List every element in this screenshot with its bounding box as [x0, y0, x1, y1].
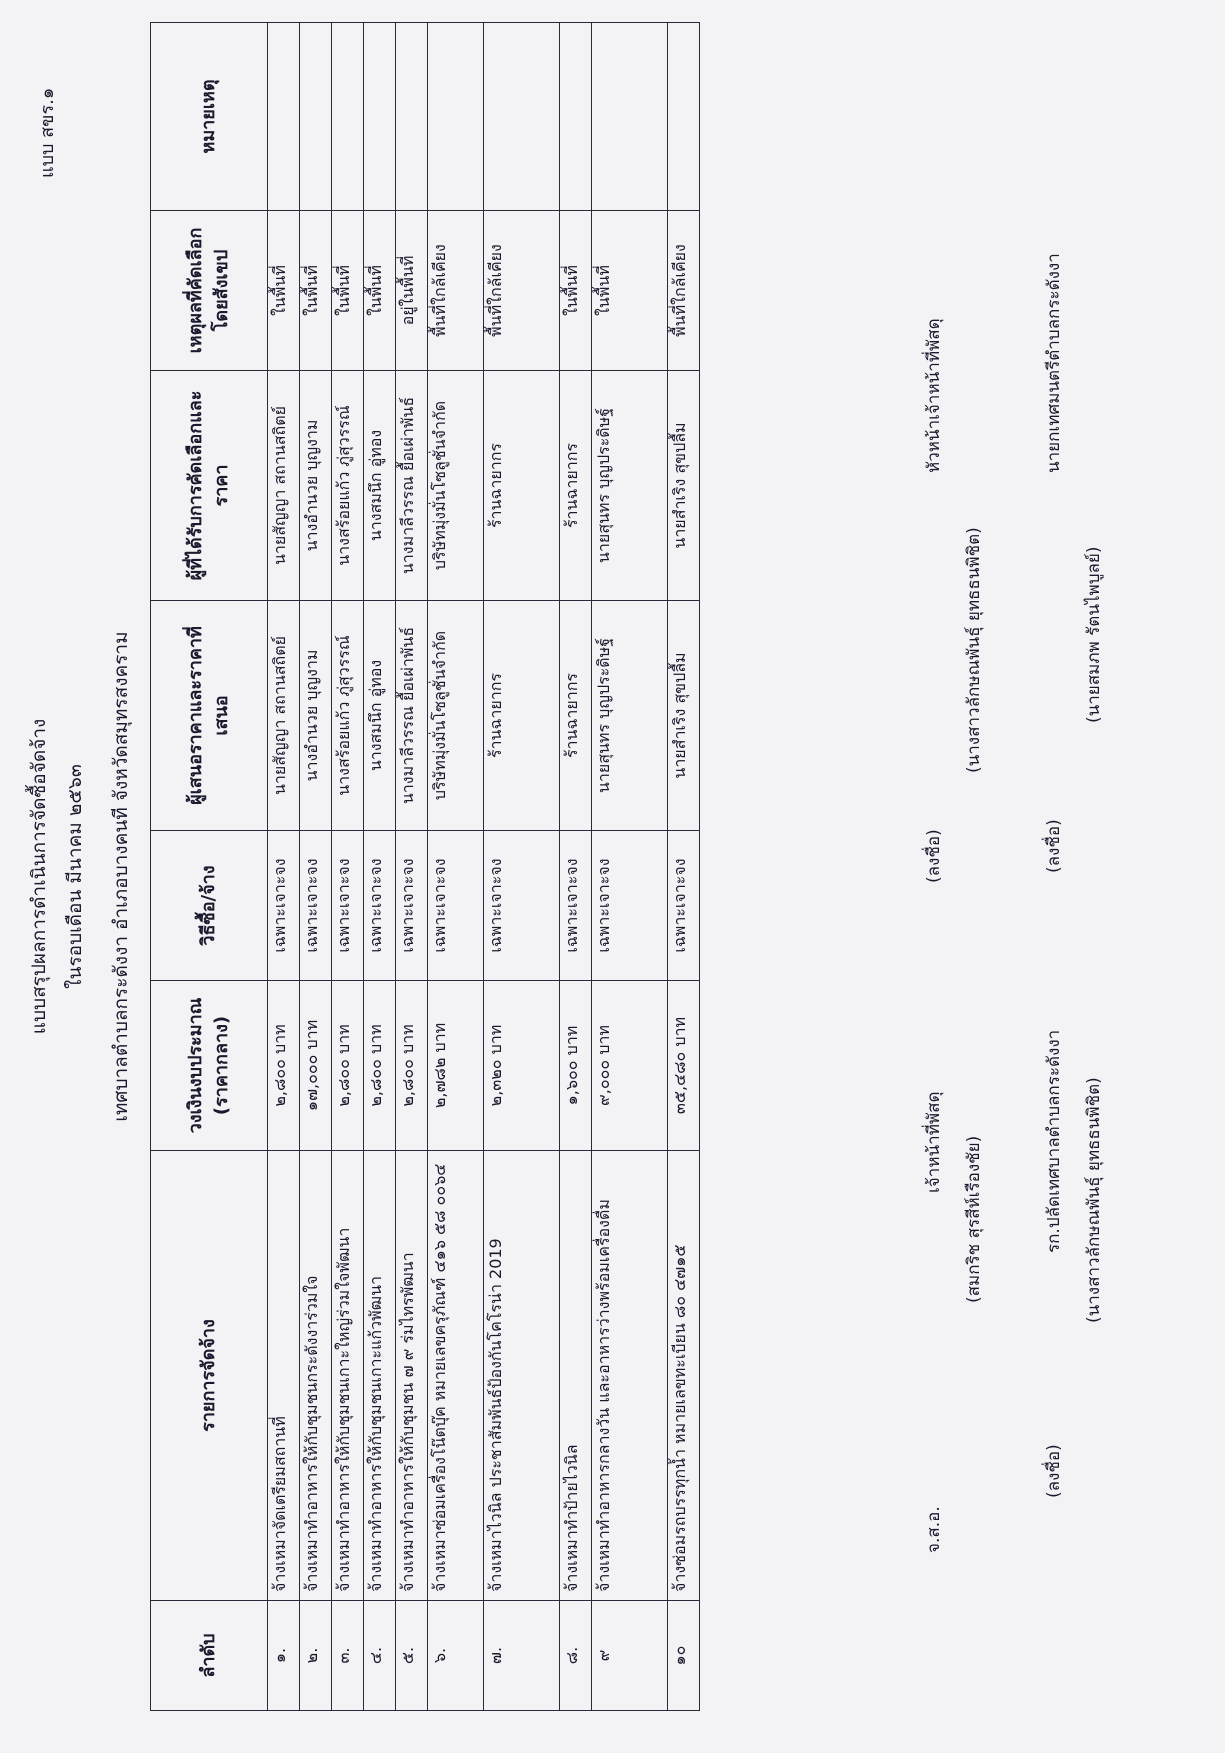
cell-winner: นางอำนวย บุญงาม	[300, 371, 332, 601]
table-row	[300, 23, 332, 1711]
report-title: แบบสรุปผลการดำเนินการจัดซื้อจัดจ้าง	[28, 718, 50, 1035]
cell-budget: ๒,๘๐๐ บาท	[396, 981, 428, 1151]
cell-no: ๒.	[300, 1601, 332, 1711]
cell-no: ๔.	[364, 1601, 396, 1711]
cell-budget: ๒,๘๐๐ บาท	[268, 981, 300, 1151]
cell-bidder: นางมาลีวรรณ ยื้อเผ่าพันธ์	[396, 601, 428, 831]
header-bidder: ผู้เสนอราคาและราคาที่เสนอ	[151, 601, 268, 831]
cell-winner: นายสัญญา สถานสถิตย์	[268, 371, 300, 601]
cell-no: ๗.	[484, 1601, 560, 1711]
header-item: รายการจัดจ้าง	[151, 1151, 268, 1601]
header-note: หมายเหตุ	[151, 23, 268, 211]
table-row	[484, 23, 560, 1711]
cell-no: ๑๐	[668, 1601, 700, 1711]
cell-note	[668, 23, 700, 211]
cell-budget: ๓๕,๔๘๐ บาท	[668, 981, 700, 1151]
cell-method: เฉพาะเจาะจง	[560, 831, 592, 981]
table-row	[332, 23, 364, 1711]
cell-no: ๖.	[428, 1601, 484, 1711]
sig4-role: นายกเทศมนตรีตำบลกระดังงา	[1044, 253, 1064, 473]
cell-reason: ในพื้นที่	[592, 211, 668, 371]
cell-item: จ้างเหมาไวนิล ประชาสัมพันธ์ป้องกันโคโรน่า 2019	[484, 1151, 560, 1601]
header-reason: เหตุผลที่คัดเลือกโดยสังเขป	[151, 211, 268, 371]
table-row	[668, 23, 700, 1711]
cell-note	[364, 23, 396, 211]
cell-reason: ในพื้นที่	[560, 211, 592, 371]
header-method: วิธีซื้อ/จ้าง	[151, 831, 268, 981]
cell-no: ๙	[592, 1601, 668, 1711]
sig1-role: เจ้าหน้าที่พัสดุ	[924, 1091, 944, 1193]
cell-note	[428, 23, 484, 211]
sig4-sign: (ลงชื่อ)	[1044, 819, 1064, 873]
cell-bidder: นางสร้อยแก้ว ภู่สุวรรณ์	[332, 601, 364, 831]
table-row	[268, 23, 300, 1711]
sig3-role: รก.ปลัดเทศบาลตำบลกระดังงา	[1044, 1029, 1064, 1253]
cell-note	[484, 23, 560, 211]
report-organization: เทศบาลตำบลกระดังงา อำเภอบางคนที จังหวัดสมุทรสงคราม	[110, 631, 132, 1122]
cell-method: เฉพาะเจาะจง	[300, 831, 332, 981]
sig2-role: หัวหน้าเจ้าหน้าที่พัสดุ	[924, 318, 944, 473]
cell-winner: บริษัทมุ่งมั่นโซลูชั่นจำกัด	[428, 371, 484, 601]
cell-method: เฉพาะเจาะจง	[332, 831, 364, 981]
cell-note	[592, 23, 668, 211]
cell-no: ๓.	[332, 1601, 364, 1711]
header-no: ลำดับ	[151, 1601, 268, 1711]
cell-budget: ๙,๐๐๐ บาท	[592, 981, 668, 1151]
cell-budget: ๑,๖๐๐ บาท	[560, 981, 592, 1151]
table-row	[592, 23, 668, 1711]
cell-bidder: ร้านฉายากร	[560, 601, 592, 831]
cell-bidder: นายสัญญา สถานสถิตย์	[268, 601, 300, 831]
cell-method: เฉพาะเจาะจง	[428, 831, 484, 981]
sig4-name: (นายสมภพ รัตนไพบูลย์)	[1084, 546, 1104, 723]
cell-reason: อยู่ในพื้นที่	[396, 211, 428, 371]
table-row	[560, 23, 592, 1711]
cell-method: เฉพาะเจาะจง	[396, 831, 428, 981]
cell-note	[300, 23, 332, 211]
cell-method: เฉพาะเจาะจง	[668, 831, 700, 981]
cell-budget: ๑๗,๐๐๐ บาท	[300, 981, 332, 1151]
cell-method: เฉพาะเจาะจง	[592, 831, 668, 981]
cell-reason: ในพื้นที่	[332, 211, 364, 371]
cell-bidder: นายสุนทร บุญประดิษฐ์	[592, 601, 668, 831]
form-code: แบบ สขร.๑	[37, 87, 58, 178]
cell-item: จ้างเหมาทำอาหารให้กับชุมชน ๗ ๙ ร่มไทรพัฒนา	[396, 1151, 428, 1601]
cell-reason: พื้นที่ใกล้เคียง	[484, 211, 560, 371]
cell-reason: พื้นที่ใกล้เคียง	[668, 211, 700, 371]
cell-item: จ้างเหมาทำป้ายไวนิล	[560, 1151, 592, 1601]
cell-reason: ในพื้นที่	[300, 211, 332, 371]
cell-note	[268, 23, 300, 211]
cell-budget: ๒,๗๘๒ บาท	[428, 981, 484, 1151]
cell-winner: นายสำเริง สุขปลื้ม	[668, 371, 700, 601]
cell-method: เฉพาะเจาะจง	[268, 831, 300, 981]
cell-budget: ๒,๘๐๐ บาท	[364, 981, 396, 1151]
cell-bidder: นางสมนึก อู่ทอง	[364, 601, 396, 831]
cell-method: เฉพาะเจาะจง	[484, 831, 560, 981]
cell-note	[332, 23, 364, 211]
cell-budget: ๒,๓๒๐ บาท	[484, 981, 560, 1151]
header-budget: วงเงินงบประมาณ (ราคากลาง)	[151, 981, 268, 1151]
table-row	[396, 23, 428, 1711]
sig1-name: (สมกริช สุรสีห์เรืองชัย)	[964, 1135, 984, 1303]
sig1-prefix: จ.ส.อ.	[924, 1506, 944, 1553]
cell-reason: ในพื้นที่	[364, 211, 396, 371]
cell-reason: ในพื้นที่	[268, 211, 300, 371]
cell-bidder: นางอำนวย บุญงาม	[300, 601, 332, 831]
cell-winner: ร้านฉายากร	[484, 371, 560, 601]
cell-budget: ๒,๘๐๐ บาท	[332, 981, 364, 1151]
cell-no: ๘.	[560, 1601, 592, 1711]
table-header-row	[151, 23, 268, 1711]
cell-bidder: บริษัทมุ่งมั่นโซลูชั่นจำกัด	[428, 601, 484, 831]
cell-method: เฉพาะเจาะจง	[364, 831, 396, 981]
report-period: ในรอบเดือน มีนาคม ๒๕๖๓	[64, 764, 86, 989]
cell-item: จ้างซ่อมรถบรรทุกน้ำ หมายเลขทะเบียน ๘๐ ๔๗๑๕	[668, 1151, 700, 1601]
cell-item: จ้างเหมาทำอาหารกลางวัน และอาหารว่างพร้อมเครื่องดื่ม	[592, 1151, 668, 1601]
cell-item: จ้างเหมาทำอาหารให้กับชุมชนเกาะใหญ่ร่วมใจพัฒนา	[332, 1151, 364, 1601]
sig2-sign: (ลงชื่อ)	[924, 829, 944, 883]
cell-reason: พื้นที่ใกล้เคียง	[428, 211, 484, 371]
cell-bidder: นายสำเริง สุขปลื้ม	[668, 601, 700, 831]
cell-note	[560, 23, 592, 211]
cell-item: จ้างเหมาทำอาหารให้กับชุมชนกระดังงาร่วมใจ	[300, 1151, 332, 1601]
cell-bidder: ร้านฉายากร	[484, 601, 560, 831]
cell-item: จ้างเหมาจัดเตรียมสถานที่	[268, 1151, 300, 1601]
table-row	[364, 23, 396, 1711]
sig3-name: (นางสาวลักษณพันธุ์ ยุทธธนพิชิต)	[1084, 1077, 1104, 1323]
cell-winner: ร้านฉายากร	[560, 371, 592, 601]
cell-item: จ้างเหมาทำอาหารให้กับชุมชนเกาะแก้วพัฒนา	[364, 1151, 396, 1601]
sig2-name: (นางสาวลักษณพันธุ์ ยุทธธนพิชิต)	[964, 527, 984, 773]
cell-item: จ้างเหมาซ่อมเครื่องโน๊ตบุ๊ค หมายเลขครุภัณฑ์ ๔๑๖ ๕๘ ๐๐๖๔	[428, 1151, 484, 1601]
cell-no: ๑.	[268, 1601, 300, 1711]
sig3-sign: (ลงชื่อ)	[1044, 1444, 1064, 1498]
procurement-table	[150, 22, 700, 1711]
cell-no: ๕.	[396, 1601, 428, 1711]
cell-winner: นายสุนทร บุญประดิษฐ์	[592, 371, 668, 601]
cell-note	[396, 23, 428, 211]
cell-winner: นางสร้อยแก้ว ภู่สุวรรณ์	[332, 371, 364, 601]
table-row	[428, 23, 484, 1711]
cell-winner: นางมาลีวรรณ ยื้อเผ่าพันธ์	[396, 371, 428, 601]
cell-winner: นางสมนึก อู่ทอง	[364, 371, 396, 601]
header-winner: ผู้ที่ได้รับการคัดเลือกและราคา	[151, 371, 268, 601]
